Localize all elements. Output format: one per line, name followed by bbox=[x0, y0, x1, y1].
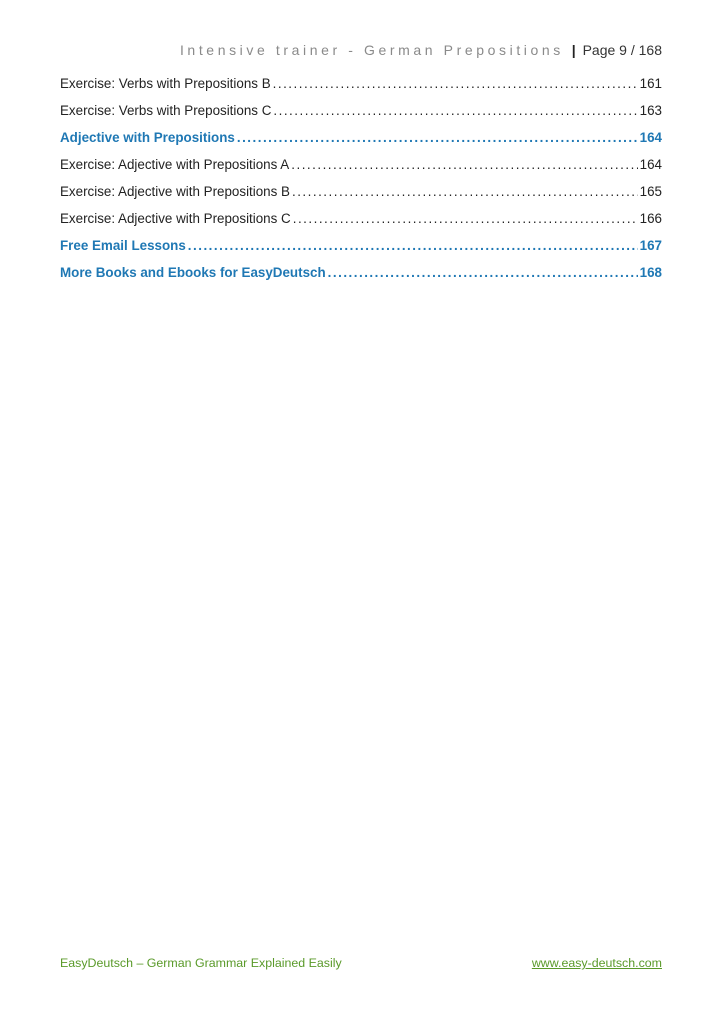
toc-entry[interactable] bbox=[60, 265, 662, 292]
website-link[interactable]: www.easy-deutsch.com bbox=[531, 956, 662, 970]
toc-entry-label: Exercise: Adjective with Prepositions A bbox=[60, 157, 290, 172]
dot-leader bbox=[328, 265, 638, 280]
toc-entry-label: More Books and Ebooks for EasyDeutsch bbox=[60, 265, 326, 280]
toc-entry-page: 164 bbox=[639, 130, 662, 145]
toc-entry-label: Adjective with Prepositions bbox=[60, 130, 235, 145]
toc-entry-page: 166 bbox=[639, 211, 662, 226]
dot-leader bbox=[292, 184, 638, 199]
document-title: Intensive trainer - German Prepositions bbox=[179, 42, 564, 58]
table-of-contents bbox=[60, 76, 662, 292]
toc-entry-label: Exercise: Verbs with Prepositions C bbox=[60, 103, 272, 118]
toc-entry-page: 161 bbox=[639, 76, 662, 91]
toc-entry[interactable] bbox=[60, 184, 662, 211]
toc-entry-page: 164 bbox=[639, 157, 662, 172]
page-header bbox=[180, 42, 662, 58]
dot-leader bbox=[273, 76, 638, 91]
toc-entry-label: Exercise: Adjective with Prepositions C bbox=[60, 211, 291, 226]
toc-entry-page: 165 bbox=[639, 184, 662, 199]
toc-entry[interactable] bbox=[60, 157, 662, 184]
header-separator: | bbox=[571, 42, 576, 58]
dot-leader bbox=[237, 130, 638, 145]
dot-leader bbox=[273, 103, 637, 118]
dot-leader bbox=[291, 157, 637, 172]
toc-entry[interactable] bbox=[60, 76, 662, 103]
toc-entry-label: Exercise: Verbs with Prepositions B bbox=[60, 76, 271, 91]
toc-entry[interactable] bbox=[60, 103, 662, 130]
toc-entry-label: Free Email Lessons bbox=[60, 238, 186, 253]
page-number: Page 9 / 168 bbox=[582, 42, 662, 58]
toc-entry-page: 163 bbox=[639, 103, 662, 118]
toc-entry-label: Exercise: Adjective with Prepositions B bbox=[60, 184, 290, 199]
toc-entry[interactable] bbox=[60, 130, 662, 157]
toc-entry[interactable] bbox=[60, 238, 662, 265]
toc-entry-page: 167 bbox=[639, 238, 662, 253]
page-footer bbox=[60, 956, 662, 970]
dot-leader bbox=[293, 211, 638, 226]
toc-entry-page: 168 bbox=[639, 265, 662, 280]
footer-tagline: EasyDeutsch – German Grammar Explained Easily bbox=[60, 956, 342, 970]
toc-entry[interactable] bbox=[60, 211, 662, 238]
dot-leader bbox=[188, 238, 638, 253]
